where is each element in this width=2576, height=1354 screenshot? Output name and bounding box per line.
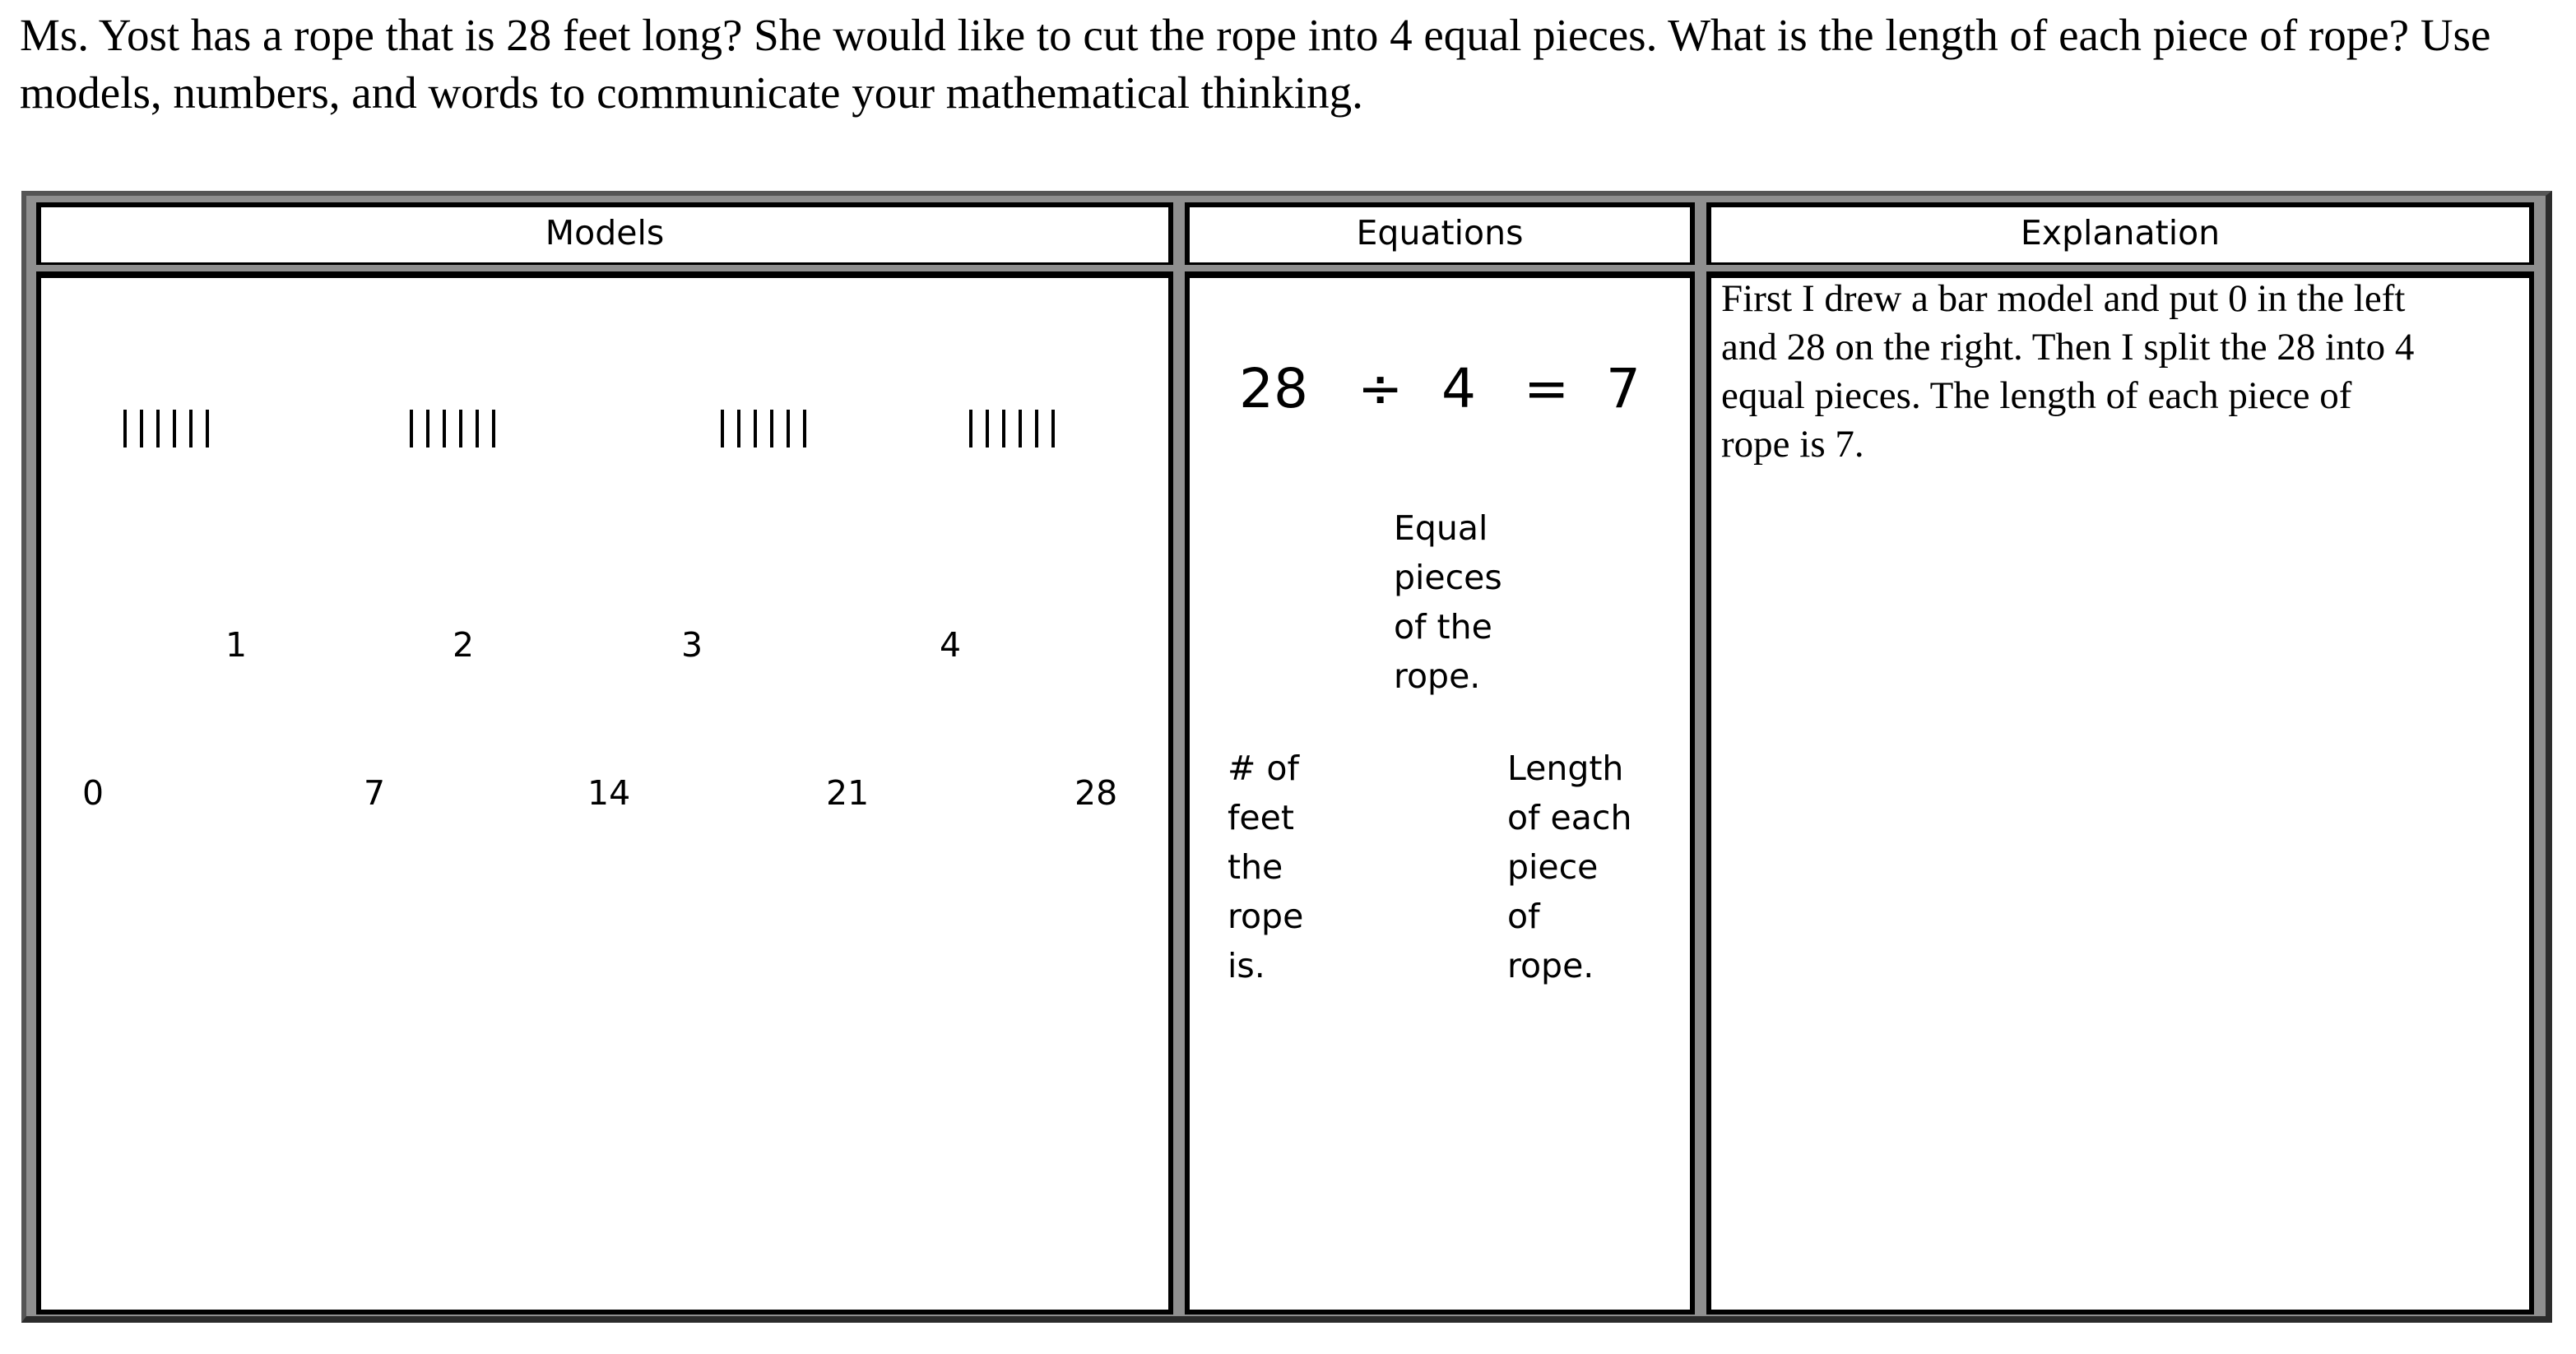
explanation-header: Explanation	[1706, 202, 2534, 265]
number-line-7: 7	[364, 773, 386, 813]
number-line-0: 0	[82, 773, 104, 813]
number-line-14: 14	[587, 773, 631, 813]
question-text: Ms. Yost has a rope that is 28 feet long? She would like to cut the rope into 4 equal pieces. What is the length of each piece of rope? Use models, numbers, and words to communicate your mathematical thinking.	[20, 10, 2491, 118]
number-line-21: 21	[826, 773, 870, 813]
equation-quotient: 7	[1606, 357, 1641, 420]
equation-divide-sign: ÷	[1358, 357, 1404, 420]
equation-dividend: 28	[1239, 357, 1308, 420]
tally-group-2	[410, 410, 508, 447]
tally-group-1	[123, 410, 222, 447]
equations-header: Equations	[1185, 202, 1695, 265]
models-header: Models	[36, 202, 1173, 265]
piece-number-3: 3	[681, 625, 703, 665]
label-length-each: Length of each piece of rope.	[1507, 749, 1632, 985]
number-line-28: 28	[1074, 773, 1118, 813]
equation-equals-sign: =	[1524, 357, 1570, 420]
piece-number-4: 4	[940, 625, 962, 665]
label-total-feet: # of feet the rope is.	[1228, 749, 1304, 985]
explanation-text: First I drew a bar model and put 0 in the left and 28 on the right. Then I split the 28 into 4 equal pieces. The length of each piece of rope is 7.	[1721, 277, 2415, 466]
tally-group-4	[969, 410, 1068, 447]
label-equal-pieces: Equal pieces of the rope.	[1394, 508, 1502, 696]
piece-number-2: 2	[453, 625, 475, 665]
tally-group-3	[721, 410, 819, 447]
piece-number-1: 1	[225, 625, 248, 665]
equation-divisor: 4	[1441, 357, 1476, 420]
